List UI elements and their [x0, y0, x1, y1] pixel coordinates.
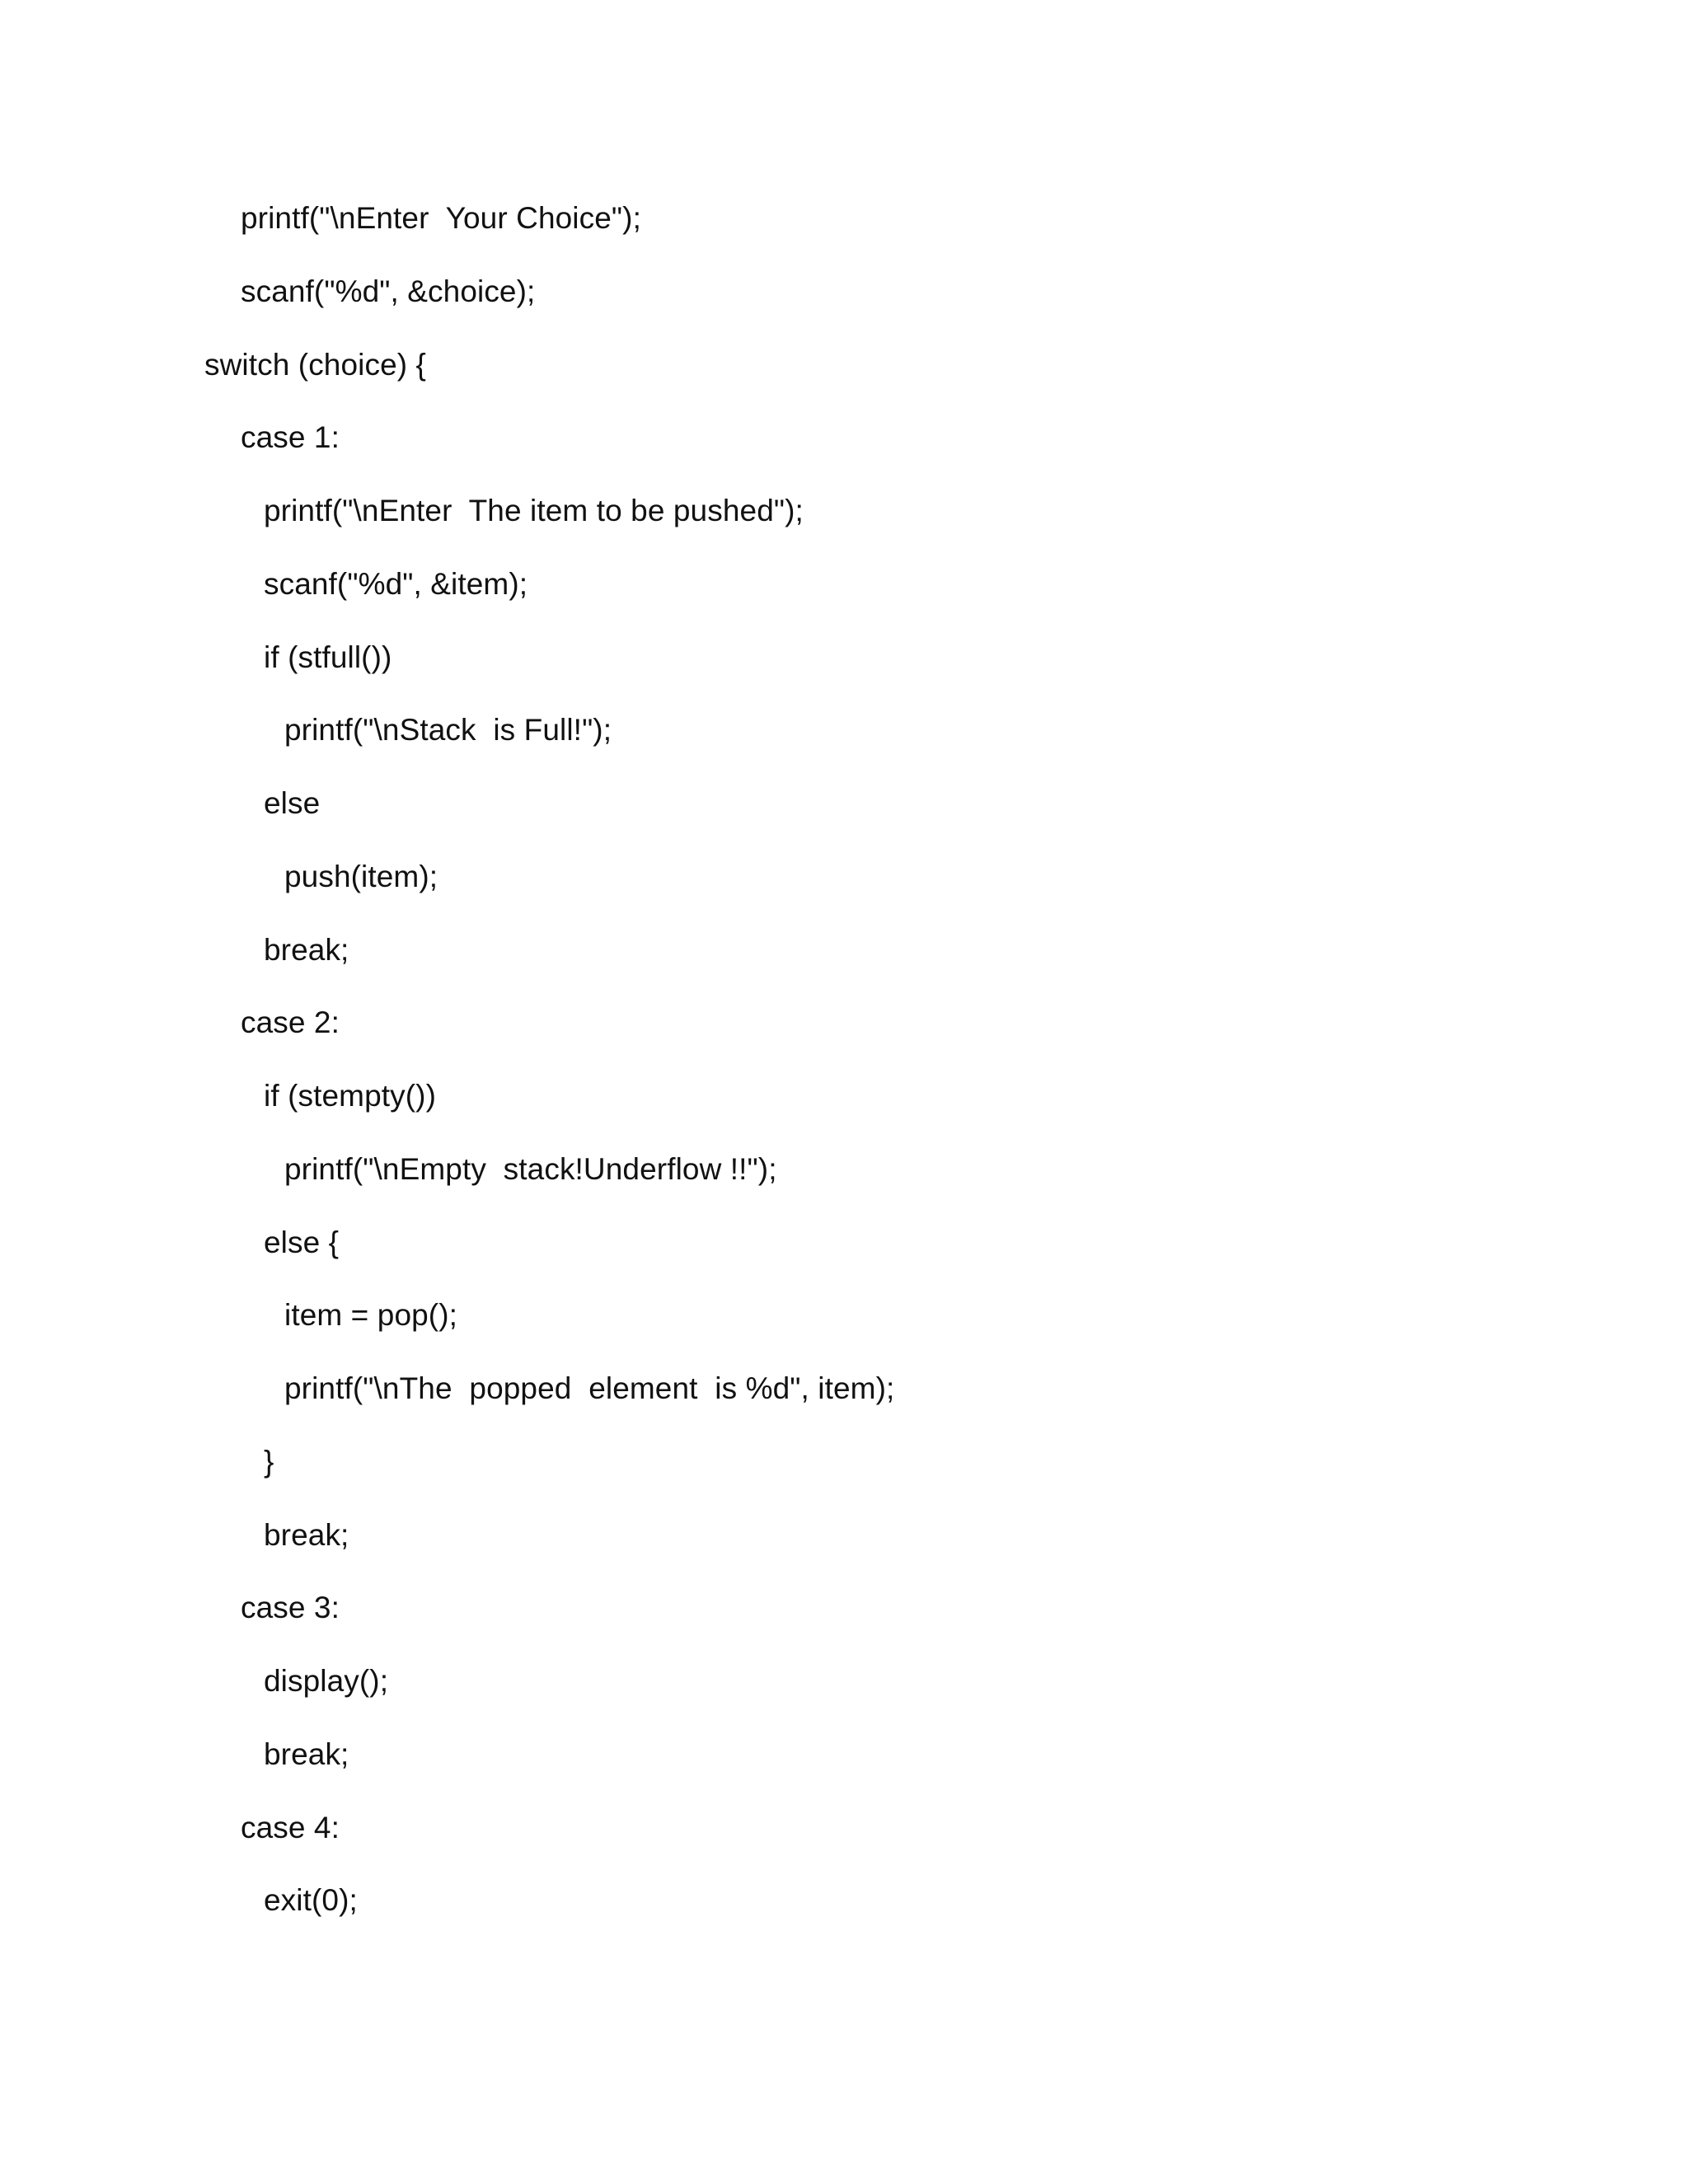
code-line: else { — [264, 1226, 340, 1259]
code-line: break; — [264, 933, 349, 967]
code-line: if (stfull()) — [264, 640, 392, 674]
code-line: printf("\nEnter The item to be pushed"); — [264, 494, 804, 527]
code-line: case 1: — [241, 420, 340, 454]
code-line: break; — [264, 1518, 349, 1552]
code-line: printf("\nThe popped element is %d", item); — [284, 1371, 895, 1405]
code-line: display(); — [264, 1664, 389, 1698]
code-line: printf("\nStack is Full!"); — [284, 713, 612, 747]
code-line: scanf("%d", &choice); — [241, 274, 536, 308]
code-line: if (stempty()) — [264, 1079, 437, 1113]
code-line: printf("\nEnter Your Choice"); — [241, 201, 641, 235]
code-line: item = pop(); — [284, 1298, 458, 1332]
code-line: scanf("%d", &item); — [264, 567, 528, 601]
code-line: push(item); — [284, 860, 438, 893]
code-line: case 4: — [241, 1811, 340, 1844]
code-line: switch (choice) { — [204, 348, 427, 382]
code-line: } — [264, 1445, 274, 1479]
code-line: printf("\nEmpty stack!Underflow !!"); — [284, 1152, 777, 1186]
code-line: else — [264, 786, 321, 820]
code-line: case 2: — [241, 1005, 340, 1039]
code-line: case 3: — [241, 1591, 340, 1624]
code-line: break; — [264, 1737, 349, 1771]
code-line: exit(0); — [264, 1883, 358, 1917]
